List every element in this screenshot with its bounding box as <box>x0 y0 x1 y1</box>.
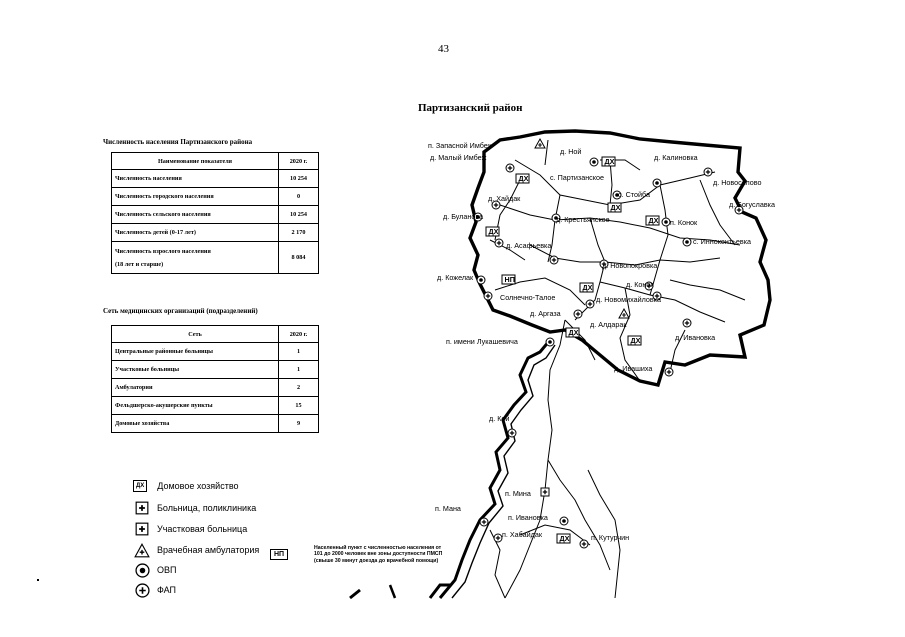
place-label: д. Кой <box>489 414 510 423</box>
legend-item-ambulatory <box>133 542 259 558</box>
ovp-icon <box>560 517 568 525</box>
household-code: ДХ <box>582 283 593 292</box>
household-code: ДХ <box>630 336 641 345</box>
row-label: Численность детей (0-17 лет) <box>112 224 279 242</box>
row-value: 1 <box>279 343 319 361</box>
row-value: 0 <box>279 188 319 206</box>
ovp-icon <box>653 179 661 187</box>
household-code: ДХ <box>604 157 615 166</box>
row-label: Фельдшерско-акушерские пункты <box>112 397 279 415</box>
place-label: д. Ной <box>560 147 582 156</box>
household-icon <box>486 227 499 236</box>
place-label: д. Кожелак <box>437 273 474 282</box>
fap-icon <box>665 368 673 376</box>
row-value: 9 <box>279 415 319 433</box>
place-labels <box>428 141 775 542</box>
np-legend-text: Населенный пункт с численностью населения от 101 до 2000 человек вне зоны доступности ПМСП (свыше 30 минут доезда до врачебной помощи) <box>314 545 443 564</box>
household-icon <box>580 283 593 292</box>
place-label: д. Калиновка <box>654 153 698 162</box>
column-header: Наименование показателя <box>112 153 279 170</box>
ovp-icon <box>683 238 691 246</box>
place-label: п. Ивановка <box>508 513 548 522</box>
column-header: 2020 г. <box>279 153 319 170</box>
tributary <box>350 590 360 598</box>
fap-icon <box>495 239 503 247</box>
ovp-icon <box>133 562 151 578</box>
household-code: ДХ <box>518 174 529 183</box>
row-value: 15 <box>279 397 319 415</box>
household-icon <box>557 534 570 543</box>
ovp-icon <box>546 338 554 346</box>
fap-icon <box>550 256 558 264</box>
row-label: Амбулатории <box>112 379 279 397</box>
place-label: д. Буланова <box>443 212 484 221</box>
row-label: Численность сельского населения <box>112 206 279 224</box>
legend-label: Врачебная амбулатория <box>157 545 260 555</box>
fap-icon <box>506 164 514 172</box>
place-label: Солнечно-Талое <box>500 293 556 302</box>
row-label: Домовые хозяйства <box>112 415 279 433</box>
household-icon <box>516 174 529 183</box>
row-label-line: Численность взрослого населения <box>115 247 211 255</box>
fap-icon <box>574 310 582 318</box>
fap-icon <box>480 518 488 526</box>
place-label: д. Крестьянское <box>556 215 610 224</box>
hospital-icon <box>133 500 151 516</box>
row-value: 10 254 <box>279 206 319 224</box>
np-legend-box: НП <box>270 549 288 560</box>
place-label: д. Малый Имбеж <box>430 153 487 162</box>
place-label: п. Запасной Имбеж <box>428 141 493 150</box>
column-header: Сеть <box>112 326 279 343</box>
place-label: с. Иннокентьевка <box>693 237 752 246</box>
household-icon: ДХ <box>133 480 147 492</box>
river <box>440 340 550 598</box>
row-value: 8 084 <box>279 242 319 274</box>
place-label: д. Ивашиха <box>614 364 653 373</box>
row-label: Численность городского населения <box>112 188 279 206</box>
place-label: д. Алдарак <box>590 320 627 329</box>
household-code: ДХ <box>488 227 499 236</box>
place-label: с. Стойба <box>618 190 650 199</box>
column-header: 2020 г. <box>279 326 319 343</box>
legend-label: ФАП <box>157 585 177 595</box>
np-marker <box>502 275 515 284</box>
fap-icon <box>580 540 588 548</box>
place-label: д. Асафьевка <box>506 241 552 250</box>
place-label: д. Хайдак <box>488 194 521 203</box>
ovp-icon <box>662 218 670 226</box>
place-label: д. Новомихайловка <box>596 295 661 304</box>
household-icon <box>628 336 641 345</box>
place-label: д. Аргаза <box>530 309 561 318</box>
place-label: п. имени Лукашевича <box>446 337 518 346</box>
fap-icon <box>586 300 594 308</box>
fap-icon <box>508 429 516 437</box>
hospital-icon <box>541 488 549 496</box>
household-icon <box>602 157 615 166</box>
legend-item-household <box>133 480 239 492</box>
district-border <box>470 131 770 385</box>
ambulatory-icon <box>133 542 151 558</box>
place-label: п. Конок <box>670 218 698 227</box>
legend-item-district-hospital <box>133 521 247 537</box>
household-icon <box>608 203 621 212</box>
household-code: ДХ <box>568 328 579 337</box>
fap-icon <box>494 534 502 542</box>
ambulatory-icon <box>619 309 629 318</box>
tributary <box>390 585 395 598</box>
household-icon <box>566 328 579 337</box>
legend-label: ОВП <box>157 565 177 575</box>
household-code: ДХ <box>648 216 659 225</box>
river-bank <box>452 345 555 598</box>
place-label: п. Кутурчин <box>591 533 630 542</box>
place-label: п. Хабайдак <box>502 530 542 539</box>
place-label: д. Новопокровка <box>602 261 658 270</box>
speck <box>37 579 39 581</box>
row-value: 1 <box>279 361 319 379</box>
legend-item-ovp <box>133 562 176 578</box>
row-label: Центральные районные больницы <box>112 343 279 361</box>
row-label: Численность населения <box>112 170 279 188</box>
medical-table-title: Сеть медицинских организаций (подразделений) <box>103 307 258 315</box>
ovp-icon <box>590 158 598 166</box>
map-title: Партизанский район <box>418 102 523 114</box>
row-value: 10 254 <box>279 170 319 188</box>
place-label: д. Новоселово <box>713 178 762 187</box>
place-label: д. Ивановка <box>675 333 716 342</box>
row-value: 2 <box>279 379 319 397</box>
place-label: с. Партизанское <box>550 173 604 182</box>
legend-label: Больница, поликлиника <box>157 503 257 513</box>
np-code: НП <box>504 275 515 284</box>
page-number: 43 <box>438 43 449 55</box>
district-hospital-icon <box>133 521 151 537</box>
fap-icon <box>704 168 712 176</box>
ambulatory-icon <box>535 139 545 148</box>
household-code: ДХ <box>610 203 621 212</box>
legend-item-hospital <box>133 500 256 516</box>
ovp-icon <box>477 276 485 284</box>
row-label: Участковые больницы <box>112 361 279 379</box>
household-code: ДХ <box>559 534 570 543</box>
household-icon <box>646 216 659 225</box>
legend-item-fap <box>133 582 176 598</box>
place-label: п. Мина <box>505 489 531 498</box>
legend-label: Домовое хозяйство <box>157 481 239 491</box>
place-label: д. Конок <box>626 280 654 289</box>
row-value: 2 170 <box>279 224 319 242</box>
population-table-title: Численность населения Партизанского района <box>103 138 253 146</box>
row-label-line: (18 лет и старше) <box>115 260 164 268</box>
place-label: д. Богуславка <box>729 200 775 209</box>
fap-icon <box>133 582 151 598</box>
legend-label: Участковая больница <box>157 524 248 534</box>
fap-icon <box>484 292 492 300</box>
fap-icon <box>683 319 691 327</box>
place-label: п. Мана <box>435 504 461 513</box>
